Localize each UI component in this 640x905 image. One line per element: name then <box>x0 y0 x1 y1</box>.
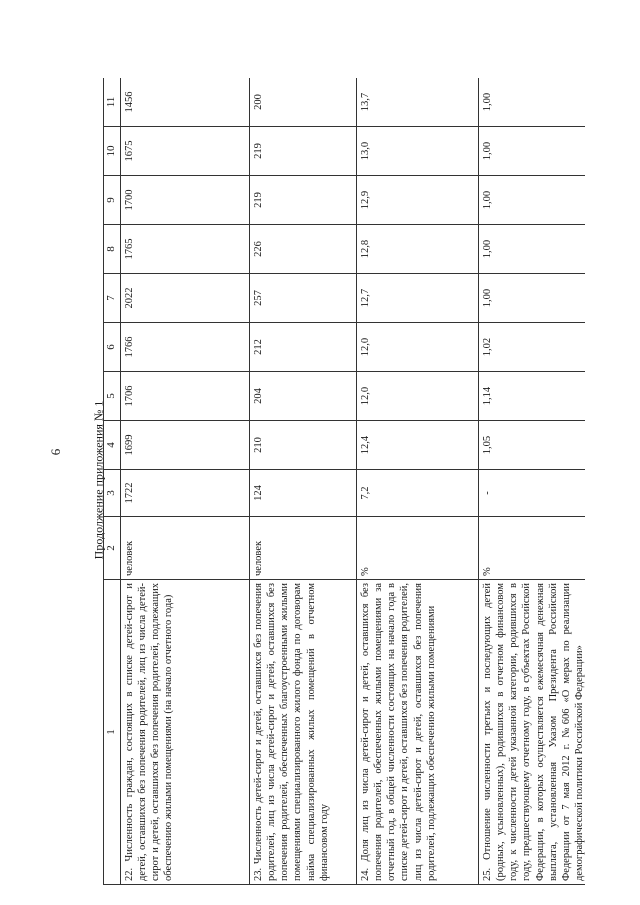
value-cell: 257 <box>250 274 357 323</box>
header-cell: 4 <box>104 421 121 470</box>
value-cell: 1766 <box>121 323 250 372</box>
header-cell: 5 <box>104 372 121 421</box>
value-cell: 1,05 <box>479 421 586 470</box>
header-cell: 2 <box>104 517 121 580</box>
value-cell: 12,8 <box>357 225 479 274</box>
table-row <box>479 78 586 885</box>
indicator-cell: 25. Отношение численности третьих и последующих детей (родных, усыновленных), родившихся в отчетном финансовом году, к численности детей указанной категории, родившихся в году, предшествующему отчетному году, в субъектах Российской Федерации, в которых осуществляется ежемесячная денежная выплата, установленная Указом Президента Российской Федерации от 7 мая 2012 г. №606 «О мерах по реализации демографической политики Российской Федерации» <box>479 580 586 885</box>
value-cell: 200 <box>250 78 357 127</box>
header-cell: 8 <box>104 225 121 274</box>
value-cell: 1699 <box>121 421 250 470</box>
value-cell: 13,7 <box>357 78 479 127</box>
value-cell: 12,4 <box>357 421 479 470</box>
unit-cell: человек <box>250 517 357 580</box>
indicator-cell: 24. Доля лиц из числа детей-сирот и детей, оставшихся без попечения родителей, обеспеченных жилыми помещениями за отчетный год, в общей численности состоящих на начало года в списке детей-сирот и детей, оставшихся без попечения родителей, лиц из числа детей-сирот и детей, оставшихся без попечения родителей, подлежащих обеспечению жилыми помещениями <box>357 580 479 885</box>
indicator-cell: 22. Численность граждан, состоящих в списке детей-сирот и детей, оставшихся без попечения родителей, лиц из числа детей-сирот и детей, оставшихся без попечения родителей, подлежащих обеспечению жилыми помещениями (на начало отчетного года) <box>121 580 250 885</box>
value-cell: 7,2 <box>357 470 479 517</box>
value-cell: 1765 <box>121 225 250 274</box>
unit-cell: % <box>479 517 586 580</box>
table-row <box>121 78 250 885</box>
header-cell: 10 <box>104 127 121 176</box>
value-cell: 210 <box>250 421 357 470</box>
value-cell: 1,02 <box>479 323 586 372</box>
value-cell: 2022 <box>121 274 250 323</box>
indicator-cell: 23. Численность детей-сирот и детей, оставшихся без попечения родителей, лиц из числа детей-сирот и детей, оставшихся без попечения родителей, обеспеченных благоустроенными жилыми помещениями специализированного жилого фонда по договорам найма специализированных жилых помещений в отчетном финансовом году <box>250 580 357 885</box>
indicator-table <box>103 78 585 885</box>
value-cell: - <box>479 470 586 517</box>
table-row <box>250 78 357 885</box>
table-header-row <box>104 78 121 885</box>
header-cell: 11 <box>104 78 121 127</box>
value-cell: 204 <box>250 372 357 421</box>
table-row <box>357 78 479 885</box>
header-cell: 3 <box>104 470 121 517</box>
unit-cell: % <box>357 517 479 580</box>
header-cell: 6 <box>104 323 121 372</box>
value-cell: 13,0 <box>357 127 479 176</box>
value-cell: 1,00 <box>479 78 586 127</box>
value-cell: 219 <box>250 127 357 176</box>
value-cell: 1700 <box>121 176 250 225</box>
value-cell: 12,0 <box>357 323 479 372</box>
value-cell: 219 <box>250 176 357 225</box>
value-cell: 1,14 <box>479 372 586 421</box>
value-cell: 1722 <box>121 470 250 517</box>
value-cell: 1,00 <box>479 225 586 274</box>
rotated-table-container <box>103 78 585 885</box>
value-cell: 1,00 <box>479 127 586 176</box>
value-cell: 124 <box>250 470 357 517</box>
value-cell: 212 <box>250 323 357 372</box>
value-cell: 1675 <box>121 127 250 176</box>
value-cell: 1456 <box>121 78 250 127</box>
header-cell: 7 <box>104 274 121 323</box>
page-number: 6 <box>48 448 63 456</box>
value-cell: 1706 <box>121 372 250 421</box>
value-cell: 12,9 <box>357 176 479 225</box>
indicator-table-wrapper <box>103 78 585 885</box>
value-cell: 1,00 <box>479 274 586 323</box>
unit-cell: человек <box>121 517 250 580</box>
header-cell: 9 <box>104 176 121 225</box>
value-cell: 226 <box>250 225 357 274</box>
value-cell: 12,7 <box>357 274 479 323</box>
value-cell: 1,00 <box>479 176 586 225</box>
header-cell: 1 <box>104 580 121 885</box>
value-cell: 12,0 <box>357 372 479 421</box>
appendix-caption: Продолжение приложения № 1 <box>91 400 106 560</box>
